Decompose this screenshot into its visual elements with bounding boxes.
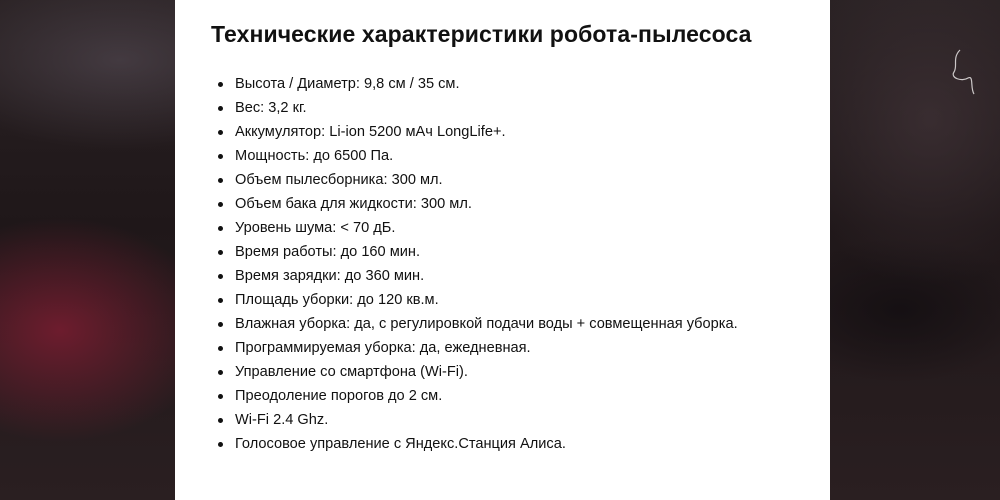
bullet-icon (218, 250, 223, 255)
spec-text: Время работы: до 160 мин. (235, 244, 421, 260)
bullet-icon (218, 274, 223, 279)
spec-text: Аккумулятор: Li-ion 5200 мАч LongLife+. (235, 124, 506, 140)
bullet-icon (218, 130, 223, 135)
bullet-icon (218, 346, 223, 351)
bullet-icon (218, 298, 223, 303)
bullet-icon (218, 202, 223, 207)
dust-speck-decoration (948, 48, 978, 98)
bullet-icon (218, 418, 223, 423)
slide-title: Технические характеристики робота-пылесоса (211, 21, 752, 47)
bullet-icon (218, 178, 223, 183)
bullet-icon (218, 322, 223, 327)
spec-text: Управление со смартфона (Wi-Fi). (235, 364, 468, 380)
bullet-icon (218, 394, 223, 399)
spec-text: Влажная уборка: да, с регулировкой подачи воды + совмещенная уборка. (235, 316, 738, 332)
bullet-icon (218, 370, 223, 375)
spec-list-item (235, 360, 830, 384)
spec-text: Площадь уборки: до 120 кв.м. (235, 292, 439, 308)
spec-text: Вес: 3,2 кг. (235, 100, 307, 116)
spec-text: Объем бака для жидкости: 300 мл. (235, 196, 472, 212)
spec-text: Мощность: до 6500 Па. (235, 148, 394, 164)
spec-list-item (235, 240, 830, 264)
spec-list-item (235, 384, 830, 408)
background-left-blur (0, 0, 175, 500)
spec-list-item (235, 72, 830, 96)
background-right-blur (828, 0, 1000, 500)
spec-list-item (235, 312, 830, 336)
spec-text: Время зарядки: до 360 мин. (235, 268, 425, 284)
spec-slide-card (175, 0, 830, 500)
bullet-icon (218, 154, 223, 159)
spec-text: Преодоление порогов до 2 см. (235, 388, 443, 404)
spec-text: Уровень шума: < 70 дБ. (235, 220, 396, 236)
spec-list-item (235, 432, 830, 456)
bullet-icon (218, 106, 223, 111)
spec-text: Wi-Fi 2.4 Ghz. (235, 412, 329, 428)
spec-list-item (235, 408, 830, 432)
spec-list-item (235, 168, 830, 192)
spec-list (211, 72, 830, 456)
spec-text: Голосовое управление с Яндекс.Станция Алиса. (235, 436, 566, 452)
spec-text: Программируемая уборка: да, ежедневная. (235, 340, 531, 356)
spec-list-item (235, 192, 830, 216)
bullet-icon (218, 442, 223, 447)
spec-list-item (235, 96, 830, 120)
spec-list-item (235, 336, 830, 360)
spec-list-item (235, 120, 830, 144)
spec-text: Высота / Диаметр: 9,8 см / 35 см. (235, 76, 460, 92)
spec-text: Объем пылесборника: 300 мл. (235, 172, 443, 188)
bullet-icon (218, 82, 223, 87)
bullet-icon (218, 226, 223, 231)
spec-list-item (235, 144, 830, 168)
spec-list-item (235, 288, 830, 312)
spec-list-item (235, 216, 830, 240)
spec-list-item (235, 264, 830, 288)
